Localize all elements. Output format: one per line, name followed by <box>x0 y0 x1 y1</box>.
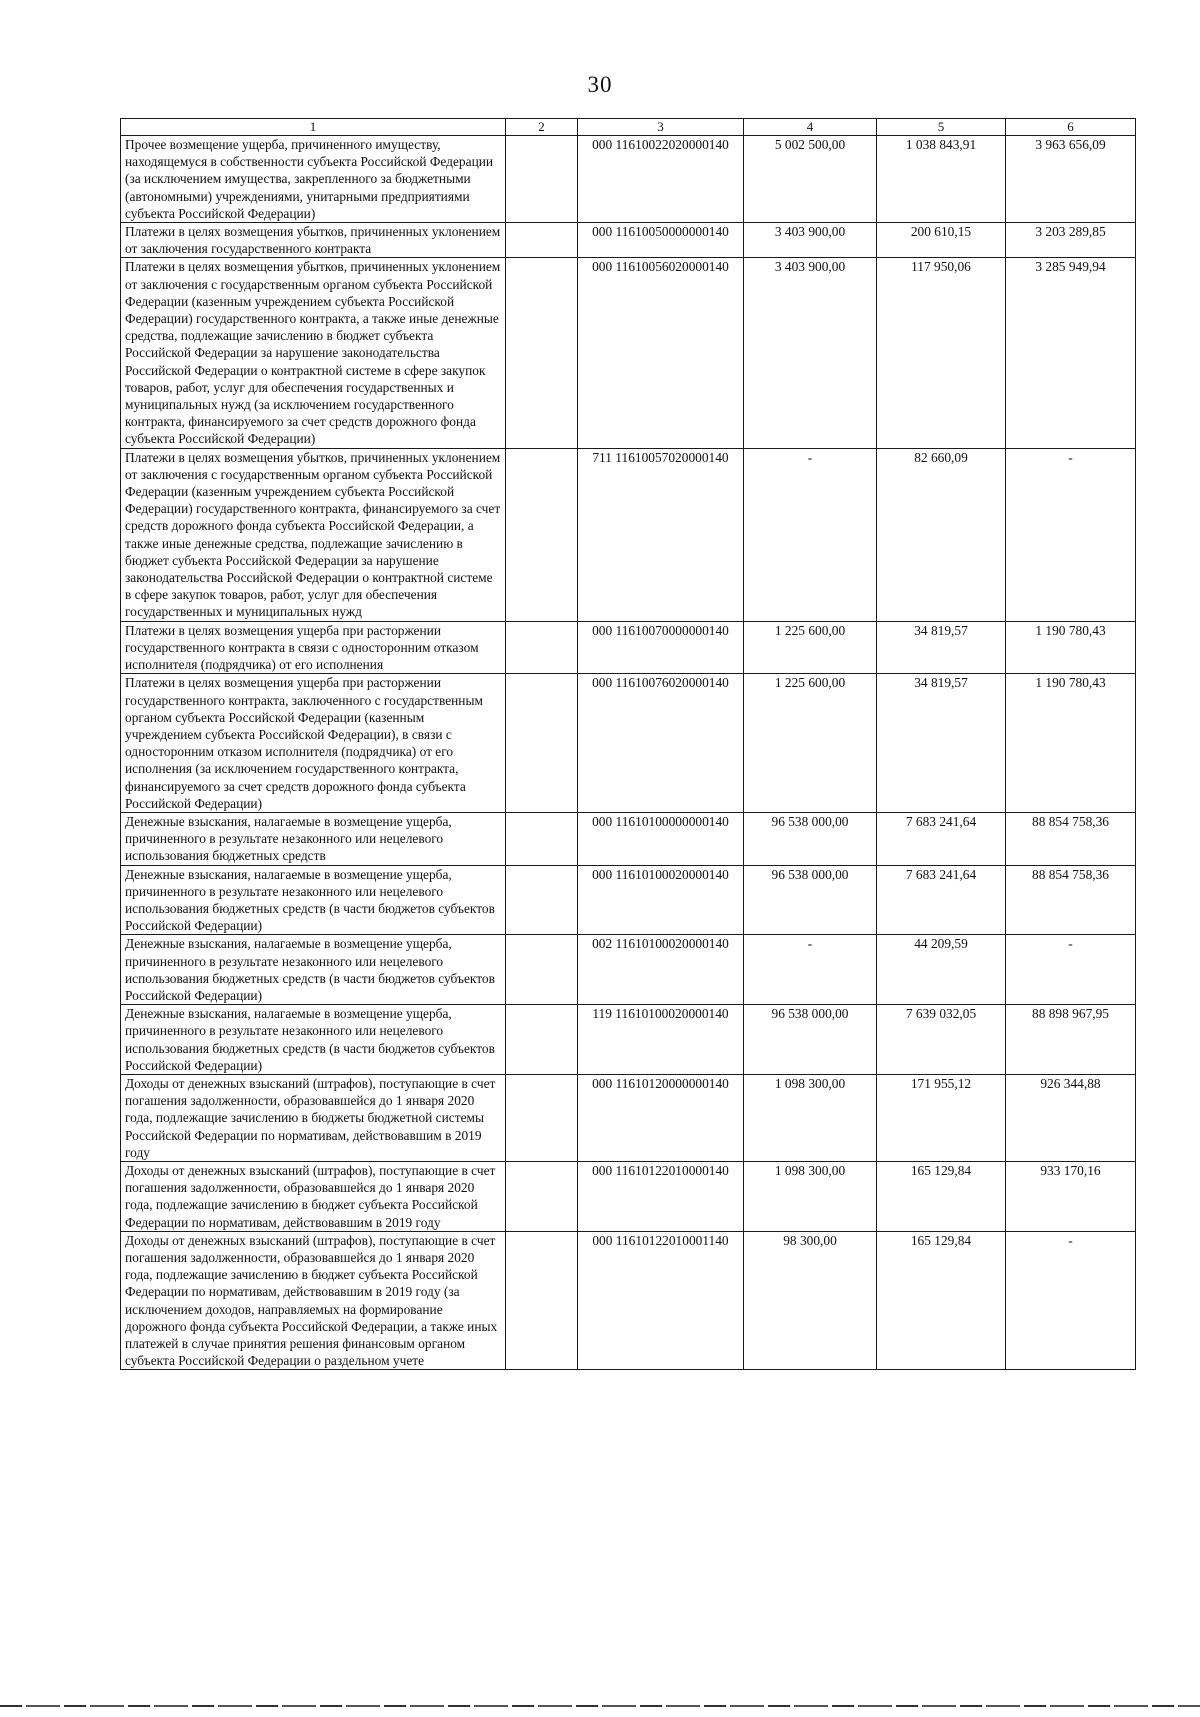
table-row <box>121 1005 1136 1075</box>
column-header: 5 <box>877 119 1006 136</box>
row-code-cell: 000 11610022020000140 <box>578 136 744 223</box>
row-col2-cell <box>506 865 578 935</box>
row-unexecuted-cell: 3 285 949,94 <box>1006 258 1136 448</box>
row-executed-cell: 34 819,57 <box>877 674 1006 813</box>
row-code-cell: 000 11610122010001140 <box>578 1231 744 1370</box>
row-col2-cell <box>506 1005 578 1075</box>
column-header: 1 <box>121 119 506 136</box>
row-code-cell: 000 11610122010000140 <box>578 1161 744 1231</box>
table-row <box>121 448 1136 621</box>
table-row <box>121 812 1136 865</box>
row-col2-cell <box>506 1231 578 1370</box>
row-code-cell: 711 11610057020000140 <box>578 448 744 621</box>
table-row <box>121 621 1136 674</box>
row-unexecuted-cell: 88 854 758,36 <box>1006 812 1136 865</box>
row-name-cell: Платежи в целях возмещения ущерба при расторжении государственного контракта в связи с односторонним отказом исполнителя (подрядчика) от его исполнения <box>121 621 506 674</box>
row-unexecuted-cell: 3 963 656,09 <box>1006 136 1136 223</box>
row-name-cell: Доходы от денежных взысканий (штрафов), поступающие в счет погашения задолженности, образовавшейся до 1 января 2020 года, подлежащие зачислению в бюджет субъекта Российской Федерации по нормативам, действовавшим в 2019 году <box>121 1161 506 1231</box>
page-number: 30 <box>587 72 613 97</box>
row-approved-cell: - <box>744 935 877 1005</box>
row-unexecuted-cell: - <box>1006 1231 1136 1370</box>
row-code-cell: 000 11610076020000140 <box>578 674 744 813</box>
row-approved-cell: 98 300,00 <box>744 1231 877 1370</box>
row-approved-cell: 3 403 900,00 <box>744 258 877 448</box>
column-header: 4 <box>744 119 877 136</box>
table-row <box>121 1074 1136 1161</box>
row-executed-cell: 171 955,12 <box>877 1074 1006 1161</box>
row-approved-cell: 1 225 600,00 <box>744 674 877 813</box>
row-approved-cell: 1 225 600,00 <box>744 621 877 674</box>
table-row <box>121 1161 1136 1231</box>
row-approved-cell: 1 098 300,00 <box>744 1074 877 1161</box>
row-name-cell: Платежи в целях возмещения убытков, причиненных уклонением от заключения с государственным органом субъекта Российской Федерации (казенным учреждением субъекта Российской Федерации) государственного контракта, а также иные денежные средства, подлежащие зачислению в бюджет субъекта Российской Федерации за нарушение законодательства Российской Федерации о контрактной системе в сфере закупок товаров, работ, услуг для обеспечения государственных и муниципальных нужд (за исключением государственного контракта, финансируемого за счет средств дорожного фонда субъекта Российской Федерации) <box>121 258 506 448</box>
row-executed-cell: 165 129,84 <box>877 1161 1006 1231</box>
row-name-cell: Прочее возмещение ущерба, причиненного имуществу, находящемуся в собственности субъекта Российской Федерации (за исключением имущества, закрепленного за бюджетными (автономными) учреждениями, унитарными предприятиями субъекта Российской Федерации) <box>121 136 506 223</box>
row-approved-cell: - <box>744 448 877 621</box>
row-unexecuted-cell: - <box>1006 935 1136 1005</box>
row-col2-cell <box>506 136 578 223</box>
table-header-row <box>121 119 1136 136</box>
table-row <box>121 258 1136 448</box>
row-unexecuted-cell: 933 170,16 <box>1006 1161 1136 1231</box>
row-name-cell: Доходы от денежных взысканий (штрафов), поступающие в счет погашения задолженности, образовавшейся до 1 января 2020 года, подлежащие зачислению в бюджеты бюджетной системы Российской Федерации по нормативам, действовавшим в 2019 году <box>121 1074 506 1161</box>
row-approved-cell: 96 538 000,00 <box>744 812 877 865</box>
row-col2-cell <box>506 223 578 258</box>
table-row <box>121 1231 1136 1370</box>
page-bottom-rule <box>0 1705 1200 1707</box>
row-approved-cell: 1 098 300,00 <box>744 1161 877 1231</box>
row-approved-cell: 5 002 500,00 <box>744 136 877 223</box>
row-name-cell: Денежные взыскания, налагаемые в возмещение ущерба, причиненного в результате незаконного или нецелевого использования бюджетных средств (в части бюджетов субъектов Российской Федерации) <box>121 865 506 935</box>
row-approved-cell: 96 538 000,00 <box>744 1005 877 1075</box>
row-col2-cell <box>506 448 578 621</box>
row-unexecuted-cell: 1 190 780,43 <box>1006 674 1136 813</box>
table-row <box>121 935 1136 1005</box>
row-executed-cell: 82 660,09 <box>877 448 1006 621</box>
table-row <box>121 674 1136 813</box>
row-name-cell: Денежные взыскания, налагаемые в возмещение ущерба, причиненного в результате незаконного или нецелевого использования бюджетных средств (в части бюджетов субъектов Российской Федерации) <box>121 1005 506 1075</box>
row-unexecuted-cell: 3 203 289,85 <box>1006 223 1136 258</box>
row-unexecuted-cell: 1 190 780,43 <box>1006 621 1136 674</box>
row-name-cell: Денежные взыскания, налагаемые в возмещение ущерба, причиненного в результате незаконного или нецелевого использования бюджетных средств <box>121 812 506 865</box>
row-executed-cell: 200 610,15 <box>877 223 1006 258</box>
row-code-cell: 000 11610050000000140 <box>578 223 744 258</box>
row-executed-cell: 165 129,84 <box>877 1231 1006 1370</box>
row-unexecuted-cell: 88 898 967,95 <box>1006 1005 1136 1075</box>
row-unexecuted-cell: - <box>1006 448 1136 621</box>
revenue-table <box>120 118 1136 1370</box>
row-executed-cell: 1 038 843,91 <box>877 136 1006 223</box>
row-col2-cell <box>506 935 578 1005</box>
row-unexecuted-cell: 926 344,88 <box>1006 1074 1136 1161</box>
row-col2-cell <box>506 258 578 448</box>
row-name-cell: Платежи в целях возмещения убытков, причиненных уклонением от заключения с государственным органом субъекта Российской Федерации (казенным учреждением субъекта Российской Федерации) государственного контракта, финансируемого за счет средств дорожного фонда субъекта Российской Федерации, а также иные денежные средства, подлежащие зачислению в бюджет субъекта Российской Федерации за нарушение законодательства Российской Федерации о контрактной системе в сфере закупок товаров, работ, услуг для обеспечения государственных и муниципальных нужд <box>121 448 506 621</box>
table-row <box>121 136 1136 223</box>
row-name-cell: Платежи в целях возмещения ущерба при расторжении государственного контракта, заключенного с государственным органом субъекта Российской Федерации (казенным учреждением субъекта Российской Федерации), в связи с односторонним отказом исполнителя (подрядчика) от его исполнения (за исключением государственного контракта, финансируемого за счет средств дорожного фонда субъекта Российской Федерации) <box>121 674 506 813</box>
row-executed-cell: 7 639 032,05 <box>877 1005 1006 1075</box>
row-approved-cell: 3 403 900,00 <box>744 223 877 258</box>
row-code-cell: 000 11610100000000140 <box>578 812 744 865</box>
row-code-cell: 000 11610100020000140 <box>578 865 744 935</box>
column-header: 3 <box>578 119 744 136</box>
row-executed-cell: 7 683 241,64 <box>877 865 1006 935</box>
row-name-cell: Доходы от денежных взысканий (штрафов), поступающие в счет погашения задолженности, образовавшейся до 1 января 2020 года, подлежащие зачислению в бюджет субъекта Российской Федерации по нормативам, действовавшим в 2019 году (за исключением доходов, направляемых на формирование дорожного фонда субъекта Российской Федерации, а также иных платежей в случае принятия решения финансовым органом субъекта Российской Федерации о раздельном учете <box>121 1231 506 1370</box>
row-col2-cell <box>506 1161 578 1231</box>
row-executed-cell: 7 683 241,64 <box>877 812 1006 865</box>
row-unexecuted-cell: 88 854 758,36 <box>1006 865 1136 935</box>
row-code-cell: 000 11610120000000140 <box>578 1074 744 1161</box>
row-code-cell: 119 11610100020000140 <box>578 1005 744 1075</box>
column-header: 2 <box>506 119 578 136</box>
table-row <box>121 865 1136 935</box>
row-col2-cell <box>506 1074 578 1161</box>
table-body <box>121 136 1136 1370</box>
row-executed-cell: 117 950,06 <box>877 258 1006 448</box>
table-row <box>121 223 1136 258</box>
row-code-cell: 000 11610070000000140 <box>578 621 744 674</box>
row-name-cell: Денежные взыскания, налагаемые в возмещение ущерба, причиненного в результате незаконного или нецелевого использования бюджетных средств (в части бюджетов субъектов Российской Федерации) <box>121 935 506 1005</box>
row-executed-cell: 34 819,57 <box>877 621 1006 674</box>
row-code-cell: 000 11610056020000140 <box>578 258 744 448</box>
row-col2-cell <box>506 812 578 865</box>
column-header: 6 <box>1006 119 1136 136</box>
row-approved-cell: 96 538 000,00 <box>744 865 877 935</box>
row-name-cell: Платежи в целях возмещения убытков, причиненных уклонением от заключения государственного контракта <box>121 223 506 258</box>
row-col2-cell <box>506 621 578 674</box>
row-executed-cell: 44 209,59 <box>877 935 1006 1005</box>
row-col2-cell <box>506 674 578 813</box>
row-code-cell: 002 11610100020000140 <box>578 935 744 1005</box>
